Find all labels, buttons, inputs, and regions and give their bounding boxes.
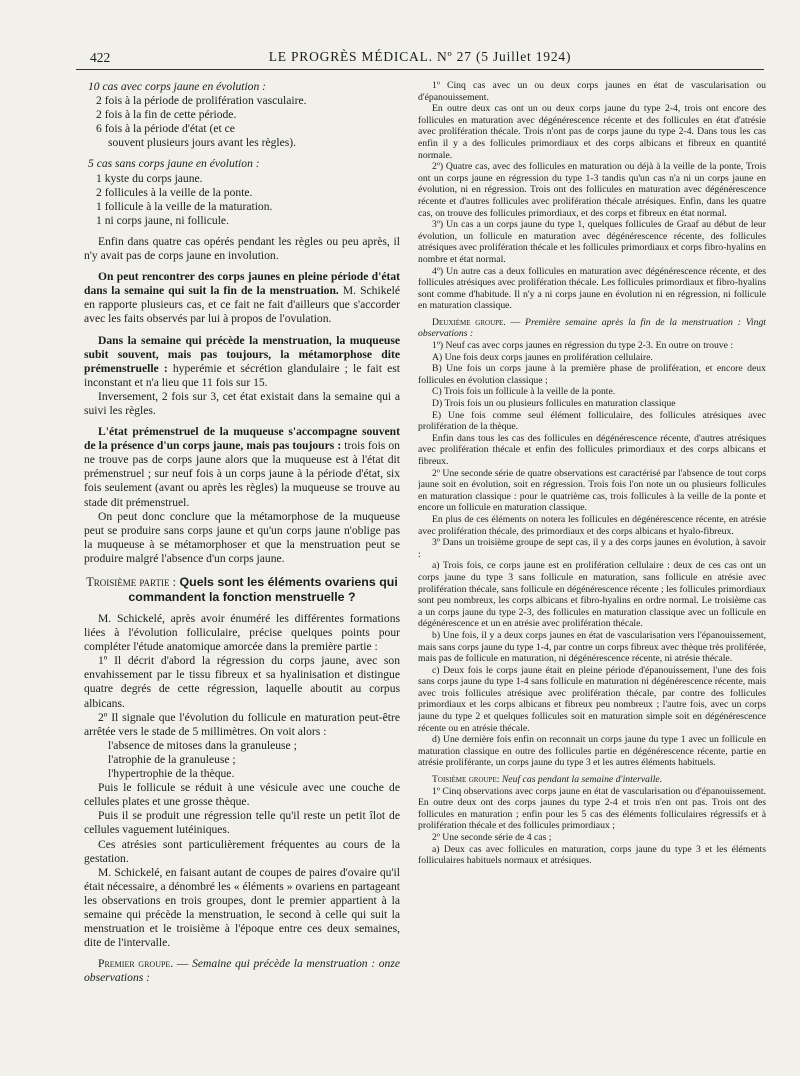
c5-item: 2 follicules à la veille de la ponte. xyxy=(96,185,253,199)
paragraph-r17: a) Deux cas avec follicules en maturation, corps jaune du type 3 et les éléments folliculaires habituels normaux et atrésiques. xyxy=(418,843,766,867)
section-label: Troisième partie : xyxy=(86,575,177,589)
paragraph-enfin: Enfin dans quatre cas opérés pendant les règles ou peu après, il n'y avait pas de corps jaune en involution. xyxy=(84,234,400,263)
paragraph-schickele: M. Schickelé, après avoir énuméré les différentes formations liées à l'évolution folliculaire, précise quelques points pour compléter l'étude anatomique amorcée dans la première partie : xyxy=(84,612,400,654)
paragraph-puis-2: Puis il se produit une régression telle qu'il reste un petit îlot de cellules vaguement lutéiniques. xyxy=(84,809,400,837)
paragraph-r11: a) Trois fois, ce corps jaune est en prolifération cellulaire : deux de ces cas ont un corps jaune du type 3 sans follicule en maturation, sans follicule en atrésie avec prolifération thécale, sans follicule en dégénérescence récente ; les follicules primordiaux sont peu nombreux, les corps albicans et fibro-hyalins en ordre normal. Le troisième cas a un corps jaune du type 2-3, des follicules en maturation classique avec un follicule en dégénérescence et un en atrésie avec prolifération thécale. xyxy=(418,560,766,630)
r6-item: A) Une fois deux corps jaunes en prolifération cellulaire. xyxy=(432,351,653,363)
c10-title: 10 cas avec corps jaune en évolution : xyxy=(88,80,267,93)
paragraph-r3: 2º) Quatre cas, avec des follicules en maturation ou déjà à la veille de la ponte, Trois ont un corps jaune en régression du type 1-3 tandis qu'un cas n'a ni un corps jaune en évolution, ni en régression. Trois ont des follicules en maturation avec dégénérescence récente et d'autres follicules avec prolifération thécale atrésiques. Enfin, dans les quatre cas, on trouve des follicules primordiaux, et des corps et fibreux en état normal. xyxy=(418,161,766,219)
right-column xyxy=(418,80,766,867)
paragraph-conclure: On peut donc conclure que la métamorphose de la muqueuse peut se produire sans corps jaune et qu'un corps jaune n'oblige pas la muqueuse à se métamorphoser et que la menstruation peut se produire malgré l'absence d'un corps jaune. xyxy=(84,509,400,565)
paragraph-text: M. Schikelé en rapporte plusieurs cas, et ce fait ne fait d'ailleurs que s'accorder avec les faits observés par lui à propos de l'ovulation. xyxy=(84,284,400,326)
page-number: 422 xyxy=(90,50,111,65)
c5-item: 1 ni corps jaune, ni follicule. xyxy=(96,213,229,227)
paragraph-puis-1: Puis le follicule se réduit à une vésicule avec une couche de cellules plates et une grosse thèque. xyxy=(84,781,400,809)
bold-lead: L'état prémenstruel de la muqueuse s'accompagne souvent de la présence d'un corps jaune, mais pas toujours : xyxy=(84,425,400,453)
r6-item: C) Trois fois un follicule à la veille de la ponte. xyxy=(432,386,616,398)
paragraph-peut xyxy=(84,270,400,326)
paragraph-r16: 2º Une seconde série de 4 cas ; xyxy=(432,832,552,843)
paragraph-r14: d) Une dernière fois enfin on reconnait un corps jaune du type 1 avec un follicule en maturation classique en outre des follicules partie en dégénérescence récente, partie en atrésie proliférante, un corps jaune du type 3 et les autres éléments habituels. xyxy=(418,734,766,769)
running-title: LE PROGRÈS MÉDICAL. Nº 27 (5 Juillet 1924) xyxy=(268,49,572,64)
paragraph-r13: c) Deux fois le corps jaune était en pleine période d'épanouissement, l'une des fois sans corps jaune du type 1-4 sans follicule en maturation ni dégénérescence récente, mais avec trois follicules atrésique avec prolifération thécale, par contre des follicules primordiaux et les corps albicans et fibreux peu nombreux ; l'autre fois, avec un corps jaune du type 2 et quelques follicules soit en maturation simple soit en dégénérescence récente ou en atrésie thécale. xyxy=(418,664,766,734)
group-label: Toisième groupe: xyxy=(432,774,500,786)
c5-item: 1 follicule à la veille de la maturation. xyxy=(96,199,273,213)
group-2-heading xyxy=(418,317,766,340)
r6-item: B) Une fois un corps jaune à la première phase de prolifération, et encore deux follicules en évolution classique ; xyxy=(418,363,766,386)
c10-item: 6 fois à la période d'état (et ce xyxy=(96,122,235,136)
bold-lead: On peut rencontrer des corps jaunes en pleine période d'état dans la semaine qui suit la fin de la menstruation. xyxy=(84,270,400,298)
paragraph-r7: Enfin dans tous les cas des follicules en dégénérescence récente, d'autres atrésiques avec prolifération thécale et enfin des follicules primordiaux et des corps albicans et fibreux. xyxy=(418,432,766,467)
paragraph-text: hyperémie et sécrétion glandulaire ; le fait est inconstant et n'a lieu que 11 fois sur 15. xyxy=(84,361,400,389)
paragraph-point-1: 1º Il décrit d'abord la régression du corps jaune, avec son envahissement par le tissu fibreux et sa hyalinisation et distingue quatre degrés de cette régression, laquelle aboutit au corpus albicans. xyxy=(84,654,400,710)
c5-title: 5 cas sans corps jaune en évolution : xyxy=(88,157,260,171)
group-text: Semaine qui précède la menstruation : onze observations : xyxy=(84,957,400,985)
c10-item: 2 fois à la période de prolifération vasculaire. xyxy=(96,94,307,108)
group-3-heading xyxy=(418,774,766,786)
group-text: Neuf cas pendant la semaine d'intervalle. xyxy=(501,774,663,786)
point-2-item: l'hypertrophie de la thèque. xyxy=(108,767,235,781)
bold-lead: Dans la semaine qui précède la menstruation, la muqueuse subit souvent, mais pas toujours, la métamorphose dite prémenstruelle : xyxy=(84,333,400,375)
left-column xyxy=(84,80,400,985)
paragraph-r6: 1º) Neuf cas avec corps jaunes en régression du type 2-3. En outre on trouve : xyxy=(432,340,734,352)
paragraph-r9: En plus de ces éléments on notera les follicules en dégénérescence récente, en atrésie avec prolifération thécale, des primordiaux et des corps albicans et hyalo-fibreux. xyxy=(418,513,766,537)
paragraph-r4: 3º) Un cas a un corps jaune du type 1, quelques follicules de Graaf au début de leur évolution, un follicule en maturation avec dégénérescence récente, des follicules atrésiques avec prolifération thécale et les follicules primordiaux et corps fibro-hyalins en nombre et état normal. xyxy=(418,219,766,265)
point-2-item: l'absence de mitoses dans la granuleuse ; xyxy=(108,738,297,752)
paragraph-r5: 4º) Un autre cas a deux follicules en maturation avec dégénérescence récente, et des follicules atrésiques avec prolifération thécale. Les follicules primordiaux et fibro-hyalins sont comme d'habitude. Il n'y a ni corps jaune en évolution ni en régression, ni follicule en maturation classique. xyxy=(418,265,766,312)
paragraph-premier-groupe xyxy=(84,957,400,985)
paragraph-r10: 3º Dans un troisième groupe de sept cas, il y a des corps jaunes en évolution, à savoir : xyxy=(418,537,766,560)
section-title: Quels sont les éléments ovariens qui commandent la fonction menstruelle ? xyxy=(128,575,398,604)
paragraph-r15: 1º Cinq observations avec corps jaune en état de vascularisation ou d'épanouissement. En outre deux ont des corps jaunes du type 2-4 et trois n'en ont pas. Trois ont des follicules en maturation ; enfin pour les 5 cas des éléments folliculaires régressifs et à prolifération thécale et des follicules primordiaux ; xyxy=(418,785,766,832)
paragraph-ces: Ces atrésies sont particulièrement fréquentes au cours de la gestation. xyxy=(84,837,400,865)
r6-item: D) Trois fois un ou plusieurs follicules en maturation classique xyxy=(432,398,676,410)
paragraph-semaine xyxy=(84,334,400,390)
paragraph-r8: 2º Une seconde série de quatre observations est caractérisé par l'absence de tout corps jaune soit en évolution, soit en régression. Trois fois l'on note un ou plusieurs follicules en maturation classique : pour le quatrième cas, trois follicules à la veille de la ponte et encore un follicule en maturation classique. xyxy=(418,467,766,514)
paragraph-etat xyxy=(84,425,400,510)
r6-item: E) Une fois comme seul élément folliculaire, des follicules atrésiques avec prolifération de la thèque. xyxy=(418,409,766,433)
paragraph-point-2: 2º Il signale que l'évolution du follicule en maturation peut-être arrêtée vers le stade de 5 millimètres. On voit alors : xyxy=(84,710,400,738)
section-heading xyxy=(84,575,400,605)
c10-item: 2 fois à la fin de cette période. xyxy=(96,108,237,122)
page-header xyxy=(76,47,764,70)
paragraph-inversement: Inversement, 2 fois sur 3, cet état existait dans la semaine qui a suivi les règles. xyxy=(84,389,400,417)
group-text: Première semaine après la fin de la menstruation : Vingt observations : xyxy=(418,316,766,340)
paragraph-text: trois fois on ne trouve pas de corps jaune alors que la muqueuse est à l'état dit prémenstruel ; sur neuf fois à un corps jaune à la période d'état, six fois seulement (avant ou après les règles) la muqueuse se trouve au stade dit prémenstruel. xyxy=(84,439,400,509)
point-2-item: l'atrophie de la granuleuse ; xyxy=(108,752,236,766)
c10-item: souvent plusieurs jours avant les règles). xyxy=(108,136,297,150)
c5-item: 1 kyste du corps jaune. xyxy=(96,171,203,185)
paragraph-r1: 1º Cinq cas avec un ou deux corps jaunes en état de vascularisation ou d'épanouissement. xyxy=(418,80,766,103)
group-label: Premier groupe. — xyxy=(98,957,189,971)
group-label: Deuxième groupe. — xyxy=(432,316,521,328)
paragraph-m: M. Schickelé, en faisant autant de coupes de paires d'ovaire qu'il était nécessaire, a dénombré les « éléments » ovariens en partageant les observations en trois groupes, dont le premier appartient à la semaine qui précède la menstruation, le second à celle qui suit la menstruation et le troisième à l'époque entre ces deux semaines, dite de l'intervalle. xyxy=(84,865,400,950)
paragraph-r2: En outre deux cas ont un ou deux corps jaune du type 2-4, trois ont encore des follicules en maturation avec dégénérescence récente et des follicules en état d'atrésie avec prolifération thécale. Trois n'ont pas de corps jaune du type 2-4. Dans tous les cas enfin il y a des follicules primordiaux et des corps albicans et fibreux en quantité normale. xyxy=(418,103,766,161)
paragraph-r12: b) Une fois, il y a deux corps jaunes en état de vascularisation vers l'épanouissement, mais sans corps jaune du type 1-4, par contre un corps fibreux avec thèque très proliférée, mais pas de follicule en maturation, ni dégénérescence récente, ni atrésie thécale. xyxy=(418,629,766,665)
